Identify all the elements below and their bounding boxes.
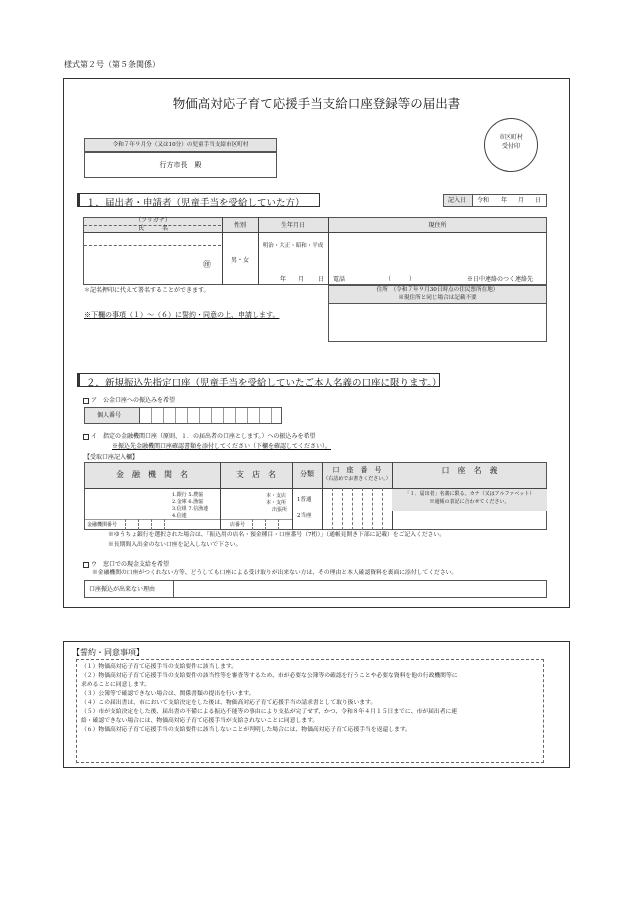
pledge-item-2: （２）物価高対応子育て応援手当の支給要件の該当性等を審査等するため、市が必要な公簿等の確認を行うことや必要な資料を他の行政機関等に	[81, 673, 458, 679]
form-number: 様式第２号（第５条関係）	[64, 60, 160, 69]
signature-note: ＊記名押印に代えて署名することができます。	[84, 287, 210, 294]
option-b-note: ※振込先金融機関口座確認書類を添付してください（下欄を確認してください）。	[112, 443, 332, 450]
pledge-items-box	[76, 659, 544, 763]
residence-label: 住所 （令和７年９月30日時点の住民票所在地）	[376, 287, 499, 293]
entry-date-day: 日	[535, 197, 542, 204]
address-label: 現住所	[428, 222, 447, 229]
addressee-box	[84, 152, 277, 178]
option-c-label: ウ 窓口での現金支給を希望	[91, 561, 170, 568]
residence-note: ※現住所と同じ場合は記載不要	[398, 295, 477, 301]
target-period: 令和７年９月分（又は10分）の児童手当支給市区町村	[112, 142, 249, 148]
furigana-label: （フリガナ）	[135, 217, 171, 224]
form-title: 物価高対応子育て応援手当支給口座登録等の届出書	[172, 96, 461, 111]
classification-header: 分類	[300, 470, 314, 478]
account-holder-header: 口 座 名 義	[441, 466, 498, 475]
option-c-note: ※金融機関の口座がつくれない方等、どうしても口座による受け取りが出来ない方は、その理由と本人確認資料を裏面に添付してください。	[92, 570, 458, 576]
gender-label: 性別	[233, 222, 246, 229]
account-number-sub: （右詰めでお書きください。）	[323, 476, 391, 482]
account-type-1: 1普通	[297, 497, 312, 503]
phone-note: ※日中連絡のつく連絡先	[467, 276, 534, 283]
reason-box[interactable]	[84, 580, 547, 598]
stamp-line-2: 受付印	[501, 143, 520, 150]
birth-year-label: 年	[280, 276, 287, 283]
phone-label: 電話	[333, 276, 346, 283]
addressee: 行方市長 殿	[159, 161, 202, 169]
option-a-checkbox[interactable]	[83, 398, 89, 404]
pledge-item-5b: 絡・確認できない場合には、物価高対応子育て応援手当が支給されないことに同意します。	[81, 718, 319, 724]
pledge-title: 【誓約・同意事項】	[72, 648, 144, 657]
pledge-item-4: （４）この届出書は、市において支給決定をした後は、物価高対応子育て応援手当の請求書として取り扱います。	[81, 700, 377, 706]
gender-options: 男・女	[230, 257, 249, 264]
branch-type-1: 本・支店	[266, 493, 287, 499]
option-c-checkbox[interactable]	[83, 562, 89, 568]
reason-label: 口座振込が出来ない理由	[89, 586, 156, 593]
bank-name-header: 金 融 機 関 名	[116, 470, 188, 479]
birth-month-label: 月	[298, 276, 305, 283]
entry-date-era: 令和	[477, 197, 490, 204]
bank-type-line-3: 3.信組 7.信漁連	[172, 506, 209, 512]
option-c	[83, 561, 169, 568]
residence-box	[328, 285, 547, 342]
phone-paren: （ ）	[385, 276, 416, 283]
option-b-checkbox[interactable]	[83, 434, 89, 440]
pledge-item-5: （５）市が支給決定をした後、届出書の不備による振込不能等の事由により支払が完了せず、かつ、令和８年４月１５日までに、市が届出者に連	[81, 709, 458, 715]
entry-date-month: 月	[518, 197, 525, 204]
pledge-note: ※下欄の事項（１）～（６）に誓約・同意の上、申請します。	[84, 311, 280, 319]
entry-date-label: 記入日	[448, 197, 467, 204]
passbook-note: ※長期間入出金のない口座を記入しないで下さい。	[108, 542, 242, 548]
birth-label: 生年月日	[280, 222, 305, 229]
branch-type-3: 出張所	[272, 507, 288, 513]
birth-eras: 明治・大正・昭和・平成	[262, 243, 324, 249]
option-a-label: ア 公金口座への振込みを希望	[91, 397, 176, 404]
yucho-note: ※ゆうちょ銀行を選択された場合は、「振込用の店名・預金種目・口座番号（7桁）」（通帳見開き下部に記載）をご記入ください。	[108, 532, 446, 538]
account-holder-note-2: ※通帳の表記に合わせてください。	[429, 499, 510, 505]
stamp-line-1: 市区町村	[498, 134, 523, 141]
option-b	[83, 433, 316, 440]
individual-number-box[interactable]	[84, 407, 282, 424]
pledge-item-3: （３）公簿等で確認できない場合は、関係書類の提出を行います。	[81, 691, 255, 697]
section2-title: ２．新規振込先指定口座（児童手当を受給していたご本人名義の口座に限ります。）	[86, 378, 442, 389]
account-type-2: 2当座	[297, 513, 312, 519]
option-b-label: イ 指定の金融機関口座（原則、１．の届出者の口座とします。）への振込みを希望	[91, 433, 316, 440]
account-holder-note-1: 「１．届出者」名義に限る。カナ（又はアルファベット）	[404, 491, 535, 497]
target-period-box	[84, 138, 277, 152]
branch-code-label: 店番号	[230, 522, 246, 528]
branch-type-2: 本・支所	[266, 500, 287, 506]
birth-day-label: 日	[318, 276, 325, 283]
section1-title: １．届出者・申請者（児童手当を受給していた方）	[86, 198, 305, 209]
bank-type-line-1: 1.銀行 5.農協	[172, 492, 204, 498]
pledge-item-1: （１）物価高対応子育て応援手当の支給要件に該当します。	[81, 664, 238, 670]
entry-date-box	[443, 194, 547, 207]
bank-type-line-4: 4.信連	[172, 513, 187, 519]
option-a	[83, 397, 175, 404]
account-number-header: 口 座 番 号	[332, 466, 382, 474]
entry-date-year: 年	[501, 197, 508, 204]
branch-name-header: 支 店 名	[236, 470, 276, 479]
pledge-item-2b: 求めることに同意します。	[81, 682, 151, 688]
bank-table-title: 【受取口座記入欄】	[84, 454, 139, 461]
reception-stamp-circle	[484, 118, 538, 172]
bank-type-line-2: 2.金庫 6.漁協	[172, 499, 204, 505]
pledge-item-6: （６）物価高対応子育て応援手当の支給要件に該当しないことが判明した場合には、物価高対応子育て応援手当を返還します。	[81, 727, 411, 733]
bank-code-label: 金融機関番号	[87, 522, 118, 528]
name-label: 氏 名	[137, 225, 168, 232]
individual-number-label: 個人番号	[97, 412, 122, 419]
section2-header	[77, 373, 440, 387]
section1-header	[77, 193, 320, 207]
seal-mark: ㊞	[203, 260, 211, 269]
